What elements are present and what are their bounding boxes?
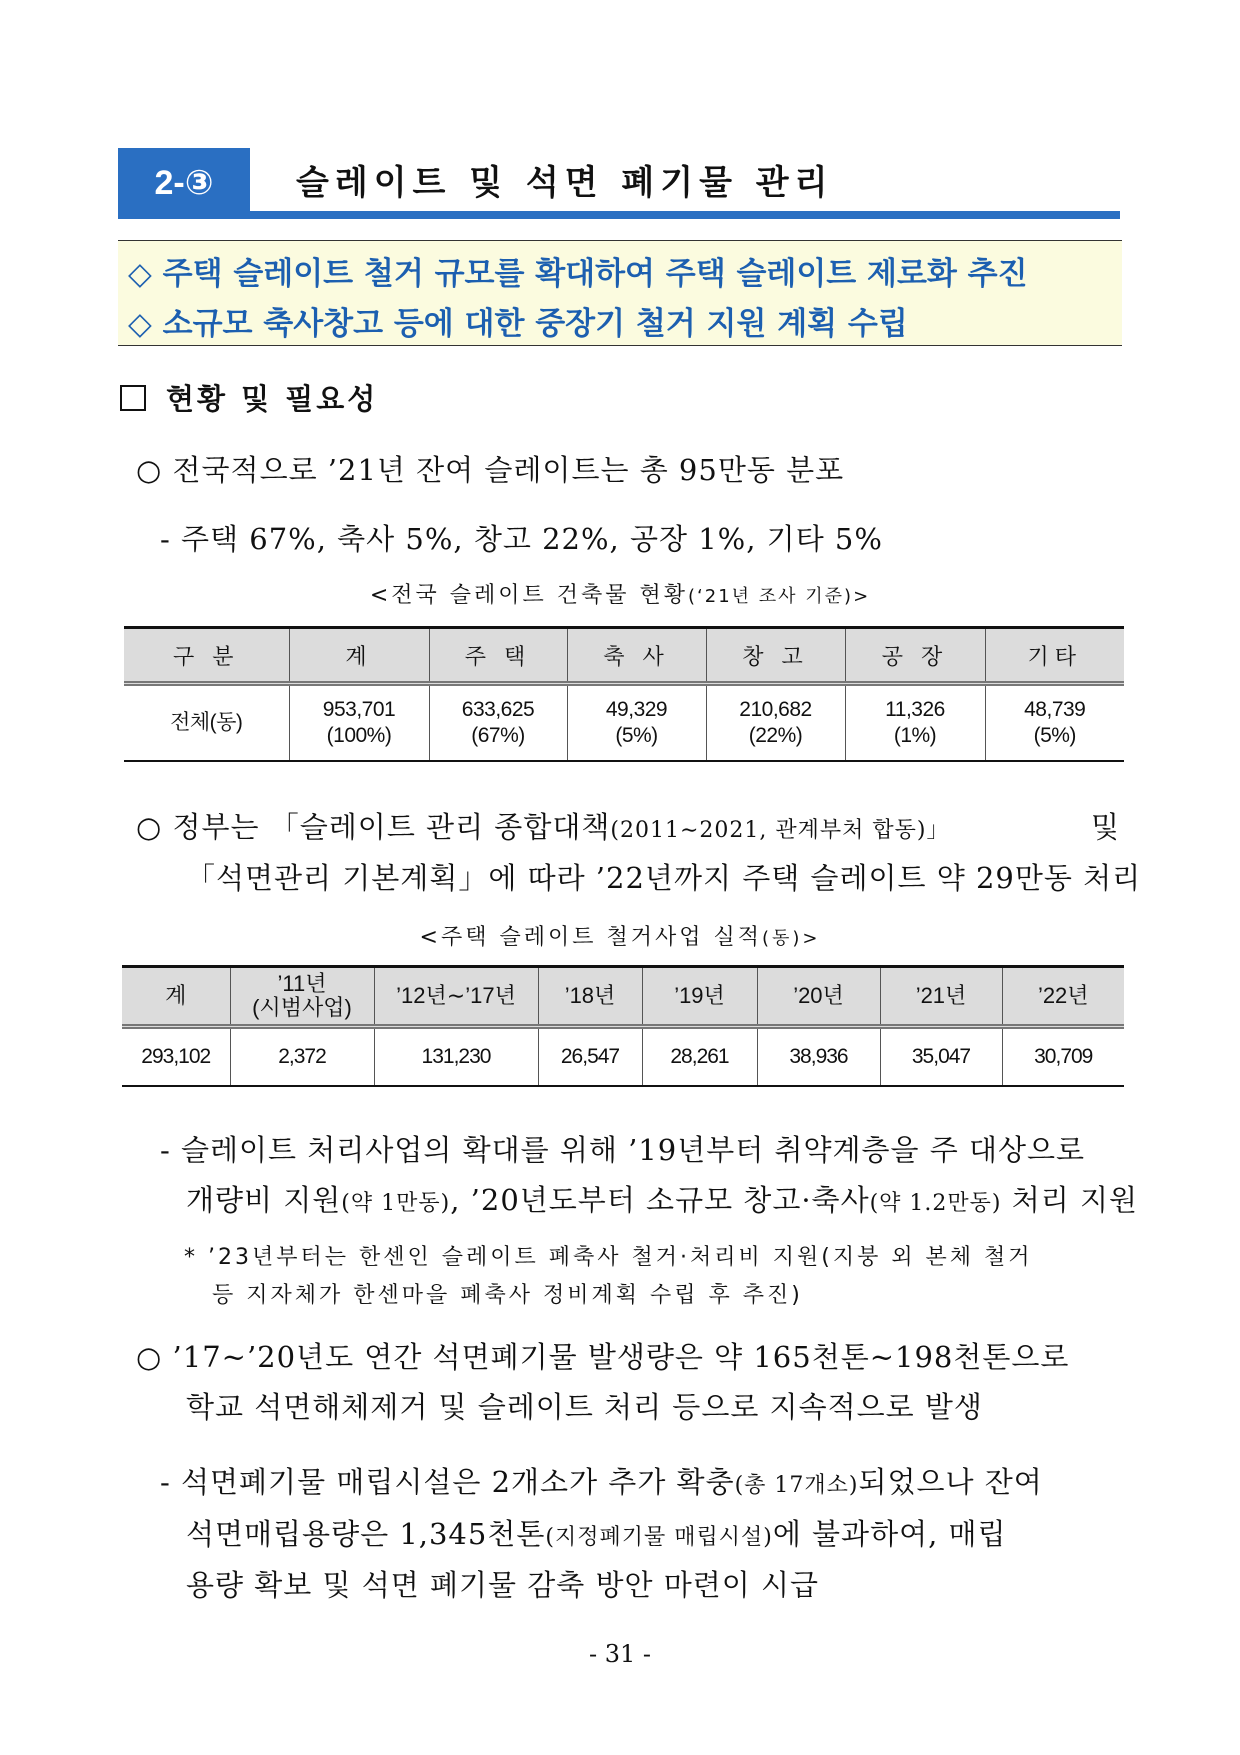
paragraph-3-line-1: - 슬레이트 처리사업의 확대를 위해 ’19년부터 취약계층을 주 대상으로 — [160, 1133, 1086, 1167]
slate-buildings-table — [124, 626, 1124, 762]
p5-text-c: 석면매립용량은 1,345천톤 — [186, 1517, 546, 1551]
summary-box — [118, 240, 1122, 346]
cell-value: 953,701 — [322, 698, 396, 721]
paragraph-4-line-1: ○ ’17~’20년도 연간 석면폐기물 발생량은 약 165천톤~198천톤으로 — [136, 1340, 1070, 1374]
table-cell: 293,102 — [141, 1045, 211, 1068]
table-row — [124, 684, 1124, 762]
cell-percent: (22%) — [748, 724, 803, 747]
cell-percent: (100%) — [326, 724, 392, 747]
header-line: (시범사업) — [252, 995, 352, 1020]
table-cell — [845, 684, 985, 762]
p3-small-2: (약 1.2만동) — [869, 1191, 1002, 1216]
table-cell: 38,936 — [757, 1027, 880, 1087]
summary-line-1: ◇ 주택 슬레이트 철거 규모를 확대하여 주택 슬레이트 제로화 추진 — [128, 256, 1028, 292]
p5-text-a: - 석면폐기물 매립시설은 2개소가 추가 확충 — [160, 1465, 735, 1499]
table-header-cell: 공 장 — [845, 628, 985, 684]
cell-percent: (5%) — [615, 724, 658, 747]
paragraph-5-line-3: 용량 확보 및 석면 폐기물 감축 방안 마련이 시급 — [186, 1568, 820, 1602]
p3-text-a: 개량비 지원 — [186, 1183, 342, 1217]
paragraph-1: ○ 전국적으로 ’21년 잔여 슬레이트는 총 95만동 분포 — [136, 453, 845, 487]
table-cell — [567, 684, 706, 762]
table-1-caption-main: <전국 슬레이트 건축물 현황 — [369, 583, 689, 608]
paragraph-5-line-2 — [186, 1512, 1007, 1553]
table-cell: 28,261 — [642, 1027, 757, 1087]
table-2-caption-small: (동)> — [761, 928, 821, 949]
footnote-line-1: * ’23년부터는 한센인 슬레이트 폐축사 철거·처리비 지원(지붕 외 본체 철거 — [184, 1245, 1033, 1270]
table-1-caption-small: (‘21년 조사 기준)> — [688, 586, 871, 607]
table-header-cell: 계 — [289, 628, 429, 684]
cell-percent: (67%) — [471, 724, 525, 747]
table-cell: 2,372 — [230, 1027, 374, 1087]
table-cell — [429, 684, 567, 762]
table-header-cell: ’21년 — [880, 967, 1002, 1027]
paragraph-2-small: (2011∼2021, 관계부처 합동)」 — [610, 818, 950, 843]
table-header-cell: 구 분 — [124, 628, 289, 684]
table-2-caption-main: <주택 슬레이트 철거사업 실적 — [419, 925, 762, 950]
cell-value: 48,739 — [1024, 698, 1086, 721]
table-cell: 30,709 — [1002, 1027, 1124, 1087]
section-number: 2-③ — [118, 148, 250, 218]
footnote-line-2: 등 지자체가 한센마을 폐축사 정비계획 수립 후 추진) — [212, 1283, 803, 1308]
table-cell: 35,047 — [880, 1027, 1002, 1087]
summary-line-2: ◇ 소규모 축사창고 등에 대한 중장기 철거 지원 계획 수립 — [128, 306, 908, 342]
slate-removal-table — [122, 965, 1124, 1087]
table-header-cell: ’22년 — [1002, 967, 1124, 1027]
table-cell — [985, 684, 1124, 762]
cell-value: 210,682 — [739, 698, 812, 721]
table-header-cell: 축 사 — [567, 628, 706, 684]
cell-value: 49,329 — [605, 698, 668, 721]
table-header-cell — [230, 967, 374, 1027]
p3-small-1: (약 1만동) — [341, 1191, 451, 1216]
p3-text-c: 처리 지원 — [1001, 1183, 1138, 1217]
table-cell: 131,230 — [374, 1027, 538, 1087]
paragraph-5-line-1 — [160, 1460, 1043, 1501]
table-row — [122, 1027, 1124, 1087]
header-rule — [118, 211, 1120, 219]
p5-small-1: (총 17개소) — [734, 1473, 859, 1498]
header-line: ’11년 — [277, 971, 327, 996]
table-header-cell: ’19년 — [642, 967, 757, 1027]
table-cell: 26,547 — [538, 1027, 642, 1087]
cell-value: 11,326 — [885, 698, 945, 721]
table-header-cell: 창 고 — [706, 628, 845, 684]
table-header-cell: 주 택 — [429, 628, 567, 684]
table-2-caption — [0, 920, 1240, 951]
table-cell — [289, 684, 429, 762]
paragraph-2-text: ○ 정부는 「슬레이트 관리 종합대책 — [136, 810, 611, 844]
paragraph-4-line-2: 학교 석면해체제거 및 슬레이트 처리 등으로 지속적으로 발생 — [186, 1390, 983, 1424]
table-header-cell: 계 — [122, 967, 230, 1027]
page-number: - 31 - — [588, 1640, 651, 1668]
table-cell — [706, 684, 845, 762]
table-header-cell: ’18년 — [538, 967, 642, 1027]
paragraph-2-line-2: 「석면관리 기본계획」에 따라 ’22년까지 주택 슬레이트 약 29만동 처리 — [186, 861, 1142, 895]
paragraph-1-sub: - 주택 67%, 축사 5%, 창고 22%, 공장 1%, 기타 5% — [160, 522, 883, 556]
section-checkbox-icon — [120, 385, 146, 411]
table-1-caption — [0, 578, 1240, 609]
cell-percent: (1%) — [893, 724, 937, 747]
cell-percent: (5%) — [1033, 724, 1076, 747]
table-cell-label: 전체(동) — [170, 711, 243, 734]
paragraph-2-line-1 — [136, 805, 1120, 846]
subsection-title: 현황 및 필요성 — [166, 382, 379, 416]
paragraph-3-line-2 — [186, 1178, 1138, 1219]
p5-small-2: (지정폐기물 매립시설) — [545, 1525, 773, 1550]
section-title: 슬레이트 및 석면 폐기물 관리 — [296, 163, 834, 203]
table-header-row — [122, 967, 1124, 1027]
paragraph-2-end: 및 — [1090, 810, 1120, 844]
cell-value: 633,625 — [461, 698, 535, 721]
p5-text-b: 되었으나 잔여 — [858, 1465, 1043, 1499]
table-header-cell: ’12년∼’17년 — [374, 967, 538, 1027]
p5-text-d: 에 불과하여, 매립 — [772, 1517, 1007, 1551]
table-header-cell: 기타 — [985, 628, 1124, 684]
table-header-cell: ’20년 — [757, 967, 880, 1027]
table-header-row — [124, 628, 1124, 684]
p3-text-b: , ’20년도부터 소규모 창고·축사 — [450, 1183, 870, 1217]
